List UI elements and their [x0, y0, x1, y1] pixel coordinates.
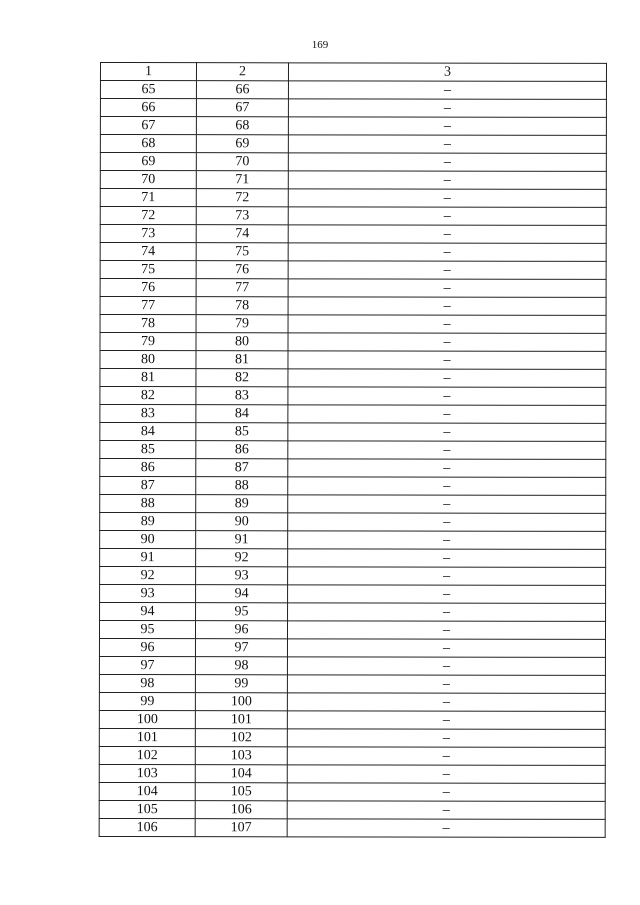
cell-col-1: 80: [100, 351, 196, 369]
cell-col-3: –: [288, 117, 606, 136]
cell-col-2: 76: [196, 261, 288, 279]
cell-col-2: 95: [196, 603, 288, 621]
cell-col-1: 85: [100, 441, 196, 459]
cell-col-2: 96: [195, 621, 287, 639]
table-row: [100, 369, 606, 388]
table-row: [99, 674, 605, 693]
cell-col-1: 66: [100, 99, 196, 117]
table-row: [99, 782, 605, 801]
cell-col-1: 69: [100, 153, 196, 171]
cell-col-3: –: [288, 603, 606, 622]
cell-col-3: –: [288, 99, 606, 118]
table-row: [100, 513, 606, 532]
cell-col-2: 77: [196, 279, 288, 297]
table-row: [100, 603, 606, 622]
cell-col-2: 78: [196, 297, 288, 315]
cell-col-3: –: [288, 243, 606, 262]
cell-col-1: 74: [100, 243, 196, 261]
cell-col-1: 67: [100, 117, 196, 135]
cell-col-1: 98: [99, 674, 195, 692]
cell-col-2: 99: [195, 675, 287, 693]
cell-col-3: –: [288, 225, 606, 244]
cell-col-2: 69: [196, 135, 288, 153]
cell-col-3: –: [288, 585, 606, 604]
table-row: [100, 81, 606, 100]
cell-col-3: –: [288, 459, 606, 478]
cell-col-2: 70: [196, 153, 288, 171]
cell-col-3: –: [288, 549, 606, 568]
cell-col-3: –: [287, 693, 605, 712]
cell-col-2: 75: [196, 243, 288, 261]
cell-col-2: 81: [196, 351, 288, 369]
table-row: [100, 495, 606, 514]
table-row: [100, 315, 606, 334]
cell-col-1: 96: [99, 639, 195, 657]
cell-col-1: 100: [99, 710, 195, 728]
cell-col-2: 85: [196, 423, 288, 441]
table-row: [99, 728, 605, 747]
cell-col-1: 90: [100, 531, 196, 549]
table-row: [99, 621, 605, 640]
cell-col-3: –: [287, 801, 605, 820]
cell-col-3: –: [288, 387, 606, 406]
table-row: [100, 351, 606, 370]
cell-col-2: 107: [195, 819, 287, 837]
cell-col-3: –: [288, 369, 606, 388]
table-row: [99, 818, 605, 837]
table-row: [99, 692, 605, 711]
cell-col-2: 105: [195, 783, 287, 801]
cell-col-3: –: [287, 747, 605, 766]
cell-col-1: 105: [99, 800, 195, 818]
table-row: [100, 567, 606, 586]
cell-col-2: 82: [196, 369, 288, 387]
column-header-3: 3: [288, 63, 606, 82]
cell-col-3: –: [288, 297, 606, 316]
cell-col-3: –: [288, 189, 606, 208]
cell-col-2: 83: [196, 387, 288, 405]
cell-col-2: 74: [196, 225, 288, 243]
cell-col-3: –: [287, 783, 605, 802]
cell-col-1: 71: [100, 189, 196, 207]
cell-col-1: 91: [100, 549, 196, 567]
cell-col-1: 93: [100, 585, 196, 603]
cell-col-1: 78: [100, 315, 196, 333]
cell-col-2: 88: [196, 477, 288, 495]
cell-col-2: 84: [196, 405, 288, 423]
cell-col-2: 104: [195, 765, 287, 783]
cell-col-1: 82: [100, 387, 196, 405]
cell-col-2: 98: [195, 657, 287, 675]
cell-col-1: 94: [100, 603, 196, 621]
cell-col-1: 84: [100, 423, 196, 441]
cell-col-2: 106: [195, 801, 287, 819]
cell-col-3: –: [288, 171, 606, 190]
cell-col-1: 106: [99, 818, 195, 836]
cell-col-1: 81: [100, 369, 196, 387]
table-header-row: [100, 63, 606, 82]
table-row: [99, 710, 605, 729]
table-row: [99, 656, 605, 675]
cell-col-1: 73: [100, 225, 196, 243]
cell-col-1: 99: [99, 692, 195, 710]
cell-col-1: 86: [100, 459, 196, 477]
table-body: [99, 81, 606, 838]
data-table: [99, 62, 607, 838]
cell-col-1: 83: [100, 405, 196, 423]
cell-col-3: –: [288, 441, 606, 460]
cell-col-2: 87: [196, 459, 288, 477]
cell-col-3: –: [288, 405, 606, 424]
cell-col-3: –: [288, 351, 606, 370]
cell-col-2: 94: [196, 585, 288, 603]
cell-col-2: 80: [196, 333, 288, 351]
cell-col-1: 89: [100, 513, 196, 531]
table-row: [100, 459, 606, 478]
table-row: [99, 639, 605, 658]
cell-col-3: –: [287, 711, 605, 730]
table-row: [100, 207, 606, 226]
cell-col-3: –: [288, 531, 606, 550]
cell-col-1: 92: [100, 567, 196, 585]
cell-col-2: 71: [196, 171, 288, 189]
cell-col-3: –: [288, 315, 606, 334]
cell-col-2: 93: [196, 567, 288, 585]
cell-col-1: 75: [100, 261, 196, 279]
cell-col-2: 103: [195, 747, 287, 765]
cell-col-2: 90: [196, 513, 288, 531]
cell-col-2: 92: [196, 549, 288, 567]
cell-col-1: 101: [99, 728, 195, 746]
cell-col-2: 86: [196, 441, 288, 459]
cell-col-3: –: [288, 279, 606, 298]
cell-col-3: –: [287, 675, 605, 694]
table-row: [100, 297, 606, 316]
cell-col-1: 104: [99, 782, 195, 800]
cell-col-3: –: [288, 567, 606, 586]
cell-col-1: 102: [99, 746, 195, 764]
table-row: [100, 531, 606, 550]
cell-col-2: 68: [196, 117, 288, 135]
cell-col-3: –: [288, 423, 606, 442]
cell-col-3: –: [288, 477, 606, 496]
page-number: 169: [311, 39, 329, 51]
cell-col-1: 88: [100, 495, 196, 513]
cell-col-1: 65: [100, 81, 196, 99]
cell-col-2: 91: [196, 531, 288, 549]
cell-col-3: –: [287, 819, 605, 838]
cell-col-2: 101: [195, 711, 287, 729]
cell-col-3: –: [287, 639, 605, 658]
cell-col-2: 89: [196, 495, 288, 513]
cell-col-2: 67: [196, 99, 288, 117]
cell-col-3: –: [288, 207, 606, 226]
table-row: [100, 135, 606, 154]
table-row: [100, 171, 606, 190]
table-row: [99, 746, 605, 765]
table-row: [100, 225, 606, 244]
table-row: [100, 279, 606, 298]
table-row: [100, 477, 606, 496]
cell-col-1: 68: [100, 135, 196, 153]
cell-col-3: –: [288, 135, 606, 154]
cell-col-2: 97: [195, 639, 287, 657]
cell-col-3: –: [288, 81, 606, 100]
cell-col-2: 72: [196, 189, 288, 207]
table-row: [100, 153, 606, 172]
cell-col-1: 79: [100, 333, 196, 351]
cell-col-1: 103: [99, 764, 195, 782]
cell-col-3: –: [287, 765, 605, 784]
table-row: [100, 261, 606, 280]
cell-col-3: –: [288, 495, 606, 514]
cell-col-1: 70: [100, 171, 196, 189]
cell-col-1: 87: [100, 477, 196, 495]
table-row: [99, 800, 605, 819]
column-header-1: 1: [100, 63, 196, 81]
cell-col-2: 100: [195, 693, 287, 711]
cell-col-3: –: [288, 153, 606, 172]
cell-col-1: 77: [100, 297, 196, 315]
cell-col-2: 66: [196, 81, 288, 99]
table-row: [100, 405, 606, 424]
cell-col-3: –: [287, 621, 605, 640]
table-row: [100, 549, 606, 568]
table-row: [99, 764, 605, 783]
cell-col-1: 97: [99, 656, 195, 674]
table-row: [100, 585, 606, 604]
cell-col-3: –: [287, 657, 605, 676]
table-row: [100, 387, 606, 406]
cell-col-3: –: [288, 333, 606, 352]
table-row: [100, 117, 606, 136]
table-row: [100, 441, 606, 460]
cell-col-3: –: [287, 729, 605, 748]
cell-col-2: 102: [195, 729, 287, 747]
table-row: [100, 189, 606, 208]
cell-col-1: 95: [99, 621, 195, 639]
cell-col-2: 79: [196, 315, 288, 333]
cell-col-3: –: [288, 261, 606, 280]
column-header-2: 2: [196, 63, 288, 81]
table-row: [100, 243, 606, 262]
cell-col-3: –: [288, 513, 606, 532]
table-row: [100, 333, 606, 352]
cell-col-2: 73: [196, 207, 288, 225]
table-row: [100, 423, 606, 442]
table-row: [100, 99, 606, 118]
cell-col-1: 72: [100, 207, 196, 225]
cell-col-1: 76: [100, 279, 196, 297]
